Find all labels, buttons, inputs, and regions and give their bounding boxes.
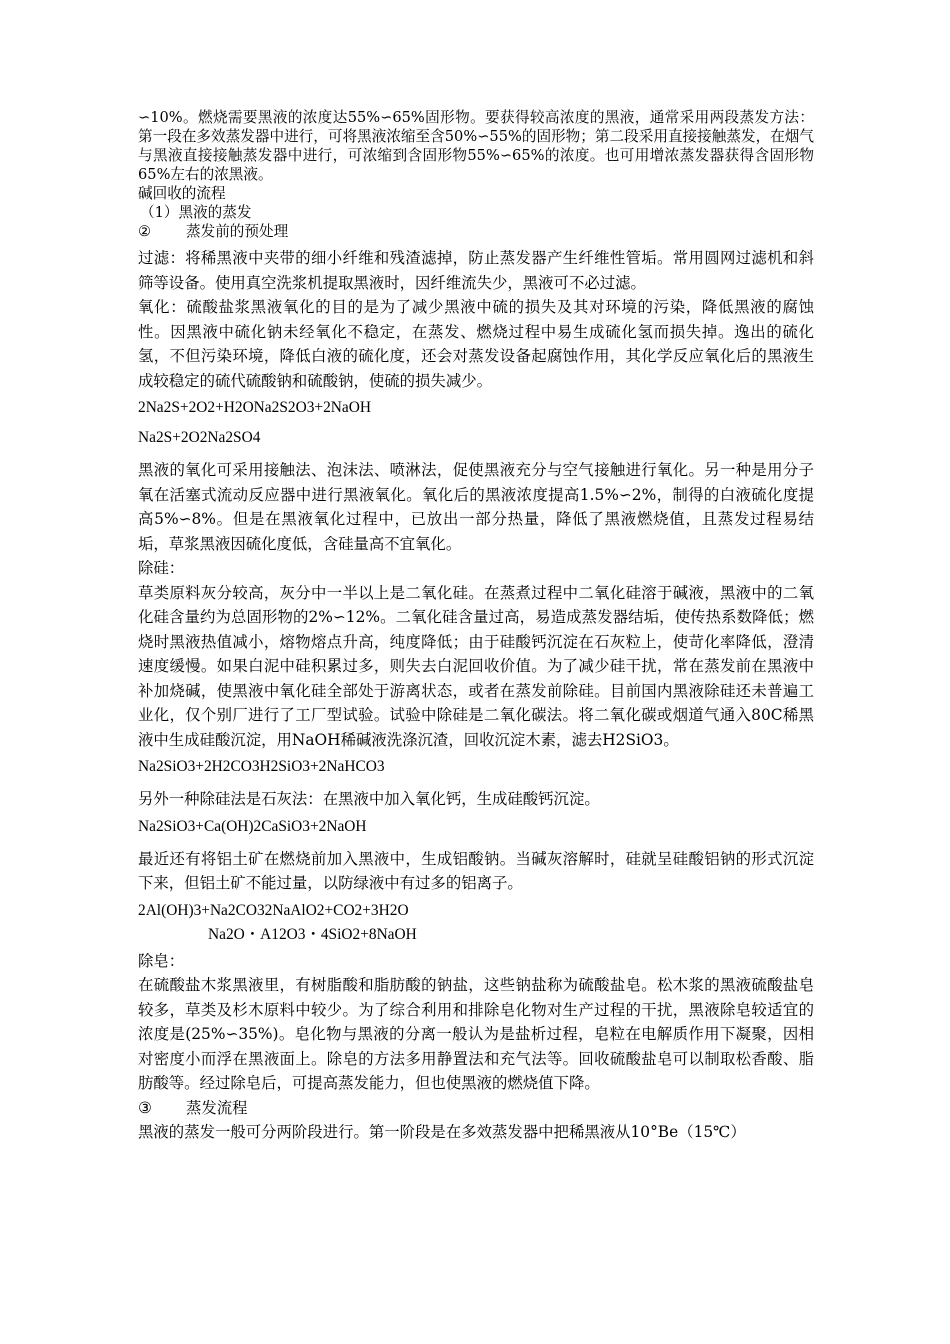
silica-heading: 除硅：	[138, 559, 185, 577]
formula: Na2SiO3+2H2CO3H2SiO3+2NaHCO3	[138, 758, 385, 775]
formula: Na2SiO3+Ca(OH)2CaSiO3+2NaOH	[138, 817, 367, 835]
silica-paragraph: 草类原料灰分较高，灰分中一半以上是二氧化硅。在蒸煮过程中二氧化硅溶于碱液，黑液中的二氧化硅含量约为总固形物的2%∽12%。二氧化硅含量过高，易造成蒸发器结垢，使传热系数降低；燃烧时黑液热值减小，熔物熔点升高，纯度降低；由于硅酸钙沉淀在石灰粒上，使苛化率降低，澄清速度缓慢。如果白泥中硅积累过多，则失去白泥回收价值。为了减少硅干扰，常在蒸发前在黑液中补加烧碱，使黑液中氧化硅全部处于游离状态，或者在蒸发前除硅。目前国内黑液除硅还未普遍工业化，仅个别厂进行了工厂型试验。试验中除硅是二氧化碳法。将二氧化碳或烟道气通入80C稀黑液中生成硅酸沉淀，用NaOH稀碱液洗涤沉渣，回收沉淀木素，滤去H2SiO3。	[138, 583, 814, 749]
intro-paragraph: ∽10%。燃烧需要黑液的浓度达55%∽65%固形物。要获得较高浓度的黑液，通常采用两段蒸发方法：第一段在多效蒸发器中进行，可将黑液浓缩至含50%∽55%的固形物；第二段采用直接接触蒸发，在烟气与黑液直接接触蒸发器中进行，可浓缩到含固形物55%∽65%的浓度。也可用增浓蒸发器获得含固形物65%左右的浓黑液。	[138, 109, 814, 183]
section-heading: 碱回收的流程	[138, 185, 226, 202]
soap-paragraph: 在硫酸盐木浆黑液里，有树脂酸和脂肪酸的钠盐，这些钠盐称为硫酸盐皂。松木浆的黑液硫酸盐皂较多，草类及杉木原料中较少。为了综合利用和排除皂化物对生产过程的干扰，黑液除皂较适宜的浓度是(25%∽35%)。皂化物与黑液的分离一般认为是盐析过程，皂粒在电解质作用下凝聚，因相对密度小而浮在黑液面上。除皂的方法多用静置法和充气法等。回收硫酸盐皂可以制取松香酸、脂肪酸等。经过除皂后，可提高蒸发能力，但也使黑液的燃烧值下降。	[138, 976, 814, 1092]
step-number: ②	[138, 223, 152, 240]
step-heading	[138, 1096, 814, 1121]
document-page	[138, 108, 814, 1145]
soap-heading: 除皂：	[138, 951, 185, 970]
oxidation-methods-paragraph: 黑液的氧化可采用接触法、泡沫法、喷淋法，促使黑液充分与空气接触进行氧化。另一种是用分子氧在活塞式流动反应器中进行黑液氧化。氧化后的黑液浓度提高1.5%∽2%，制得的白液硫化度提高5%∽8%。但是在黑液氧化过程中，已放出一部分热量，降低了黑液燃烧值，且蒸发过程易结垢，草浆黑液因硫化度低，含硅量高不宜氧化。	[138, 461, 814, 553]
filter-paragraph: 过滤：将稀黑液中夹带的细小纤维和残渣滤掉，防止蒸发器产生纤维性管垢。常用圆网过滤机和斜筛等设备。使用真空洗浆机提取黑液时，因纤维流失少，黑液可不必过滤。	[138, 249, 814, 292]
evaporation-paragraph: 黑液的蒸发一般可分两阶段进行。第一阶段是在多效蒸发器中把稀黑液从10°Be（15℃）	[138, 1123, 746, 1141]
formula: Na2S+2O2Na2SO4	[138, 429, 261, 446]
oxidation-paragraph: 氧化：硫酸盐浆黑液氧化的目的是为了减少黑液中硫的损失及其对环境的污染，降低黑液的腐蚀性。因黑液中硫化钠未经氧化不稳定，在蒸发、燃烧过程中易生成硫化氢而损失掉。逸出的硫化氢，不但污染环境，降低白液的硫化度，还会对蒸发设备起腐蚀作用，其化学反应氧化后的黑液生成较稳定的硫代硫酸钠和硫酸钠，使硫的损失减少。	[138, 298, 814, 390]
step-title: 蒸发流程	[186, 1098, 248, 1117]
formula: Na2O・A12O3・4SiO2+8NaOH	[208, 925, 417, 943]
lime-method-paragraph: 另外一种除硅法是石灰法：在黑液中加入氧化钙，生成硅酸钙沉淀。	[138, 790, 600, 808]
step-title: 蒸发前的预处理	[186, 223, 289, 240]
formula: 2Na2S+2O2+H2ONa2S2O3+2NaOH	[138, 399, 371, 416]
bauxite-paragraph: 最近还有将铝土矿在燃烧前加入黑液中，生成铝酸钠。当碱灰溶解时，硅就呈硅酸铝钠的形式沉淀下来，但铝土矿不能过量，以防绿液中有过多的铝离子。	[138, 849, 814, 892]
subsection-heading: （1）黑液的蒸发	[140, 204, 252, 221]
step-heading	[138, 222, 814, 241]
step-number: ③	[138, 1098, 152, 1117]
formula: 2Al(OH)3+Na2CO32NaAlO2+CO2+3H2O	[138, 901, 409, 919]
